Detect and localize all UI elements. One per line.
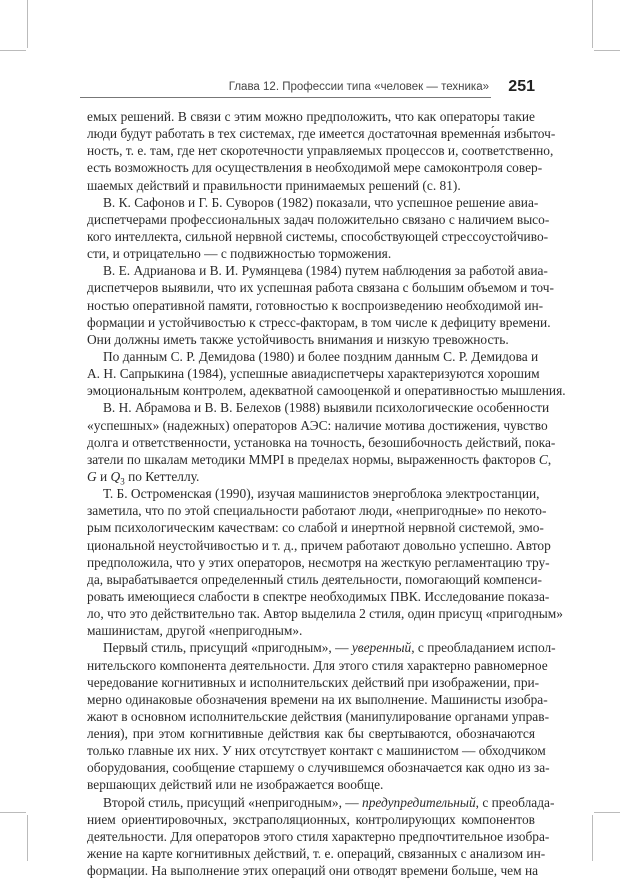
text-line bbox=[87, 742, 546, 759]
text-line bbox=[87, 725, 535, 742]
text-line bbox=[87, 657, 548, 674]
text-segment: «успешных» (надежных) операторов АЭС: наличие мотива достижения, чувство bbox=[87, 417, 548, 433]
running-header bbox=[80, 78, 535, 98]
text-line bbox=[87, 451, 552, 468]
text-segment: А. Н. Сапрыкина (1984), успешные авиадиспетчеры характеризуются хорошим bbox=[87, 366, 540, 382]
page-number: 251 bbox=[508, 78, 535, 95]
text-segment: , с преоблада- bbox=[475, 794, 555, 810]
text-line bbox=[87, 108, 535, 125]
text-line bbox=[87, 708, 550, 725]
chapter-title: Глава 12. Профессии типа «человек — техника» bbox=[228, 81, 489, 93]
text-segment: эмоциональным контролем, адекватной самооценкой и оперативностью мышления. bbox=[87, 383, 566, 399]
text-segment: циональной неустойчивостью и т. д., причем работают довольно успешно. Автор bbox=[87, 537, 551, 553]
text-segment: по Кеттеллу. bbox=[124, 468, 200, 484]
text-segment: ровать имеющиеся слабости в спектре необходимых ПВК. Исследование показа- bbox=[87, 588, 550, 604]
text-segment: затели по шкалам методики MMPI в пределах нормы, выраженность факторов bbox=[87, 451, 539, 467]
text-segment: ления), при этом когнитивные действия как бы свертываются, обозначаются bbox=[87, 726, 535, 742]
text-line bbox=[87, 399, 550, 416]
text-line bbox=[87, 382, 566, 399]
text-segment: сти, и отрицательно — с подвижностью торможения. bbox=[87, 246, 392, 262]
text-segment: да, вырабатывается определенный стиль деятельности, помогающий компенси- bbox=[87, 571, 542, 587]
text-segment: жают в основном исполнительские действия (манипулирование органами управ- bbox=[87, 708, 550, 724]
text-line bbox=[87, 622, 535, 639]
crop-mark bbox=[27, 815, 28, 861]
text-line bbox=[87, 794, 555, 811]
italic-text: предупредительный bbox=[362, 794, 476, 810]
text-segment: машинистам, другой «непригодным». bbox=[87, 623, 303, 639]
text-segment: нительского компонента деятельности. Для этого стиля характерно равномерное bbox=[87, 657, 548, 673]
text-line bbox=[87, 571, 542, 588]
text-line bbox=[87, 177, 535, 194]
text-line bbox=[87, 348, 539, 365]
text-line bbox=[87, 811, 535, 828]
text-segment: оборудования, сообщение старшему о случившемся обозначается как одно из за- bbox=[87, 760, 550, 776]
text-segment: заметила, что по этой специальности работают люди, «непригодные» по некото- bbox=[87, 503, 547, 519]
text-segment: только главные их них. У них отсутствует контакт с машинистом — обходчиком bbox=[87, 743, 546, 759]
text-line bbox=[87, 434, 556, 451]
text-line bbox=[87, 691, 548, 708]
text-segment: , с преобладанием испол- bbox=[411, 640, 556, 656]
text-segment: жение на карте когнитивных действий, т. е. операций, связанных с анализом ин- bbox=[87, 846, 546, 862]
text-segment: формации. На выполнение этих операций они отводят времени больше, чем на bbox=[87, 863, 539, 879]
text-line bbox=[87, 639, 556, 656]
text-line bbox=[87, 554, 550, 571]
text-segment: Т. Б. Остроменская (1990), изучая машинистов энергоблока электростанции, bbox=[103, 486, 540, 502]
italic-text: G bbox=[87, 468, 97, 484]
text-segment: деятельности. Для операторов этого стиля характерно предпочтительное изобра- bbox=[87, 828, 550, 844]
text-line bbox=[87, 279, 554, 296]
text-segment: , bbox=[547, 451, 552, 467]
text-line bbox=[87, 211, 550, 228]
text-line bbox=[87, 485, 540, 502]
text-segment: долга и ответственности, установка на точность, безошибочность действий, пока- bbox=[87, 434, 556, 450]
text-line bbox=[87, 759, 550, 776]
crop-mark bbox=[592, 815, 593, 861]
text-line bbox=[87, 228, 549, 245]
text-segment: В. К. Сафонов и Г. Б. Суворов (1982) показали, что успешное решение авиа- bbox=[103, 194, 539, 210]
text-line bbox=[87, 828, 550, 845]
text-segment: Первый стиль, присущий «пригодным», — bbox=[103, 640, 352, 656]
text-segment: есть возможность для осуществления в необходимой мере самоконтроля совер- bbox=[87, 160, 543, 176]
crop-mark bbox=[0, 50, 26, 51]
text-line bbox=[87, 159, 543, 176]
text-segment: Они должны иметь также устойчивость внимания и низкую тревожность. bbox=[87, 331, 509, 347]
text-segment: ностью оперативной памяти, готовностью к воспроизведению необходимой ин- bbox=[87, 297, 544, 313]
text-segment: ло, что это действительно так. Автор выделила 2 стиля, один присущ «пригодным» bbox=[87, 606, 563, 622]
italic-text: Q bbox=[110, 468, 121, 484]
text-segment: диспетчеров выявили, что их успешная работа связана с большим объемом и точ- bbox=[87, 280, 554, 296]
text-line bbox=[87, 417, 548, 434]
text-segment: В. Е. Адрианова и В. И. Румянцева (1984) путем наблюдения за работой авиа- bbox=[103, 263, 548, 279]
text-segment: ность, т. е. там, где нет скоротечности управляемых процессов и, соответственно, bbox=[87, 143, 554, 159]
italic-text: уверенный bbox=[351, 640, 412, 656]
text-line bbox=[87, 245, 535, 262]
text-line bbox=[87, 776, 535, 793]
text-segment: формации и устойчивостью к стресс-факторам, в том числе к дефициту времени. bbox=[87, 314, 551, 330]
text-line bbox=[87, 297, 544, 314]
text-segment: Второй стиль, присущий «непригодным», — bbox=[103, 794, 363, 810]
text-line bbox=[87, 588, 550, 605]
crop-mark bbox=[594, 50, 620, 51]
text-line bbox=[87, 537, 551, 554]
text-line bbox=[87, 468, 535, 485]
text-line bbox=[87, 519, 544, 536]
text-segment: вершающих действий или не изображается вообще. bbox=[87, 777, 384, 793]
text-line bbox=[87, 194, 539, 211]
text-line bbox=[87, 674, 540, 691]
crop-mark bbox=[0, 812, 26, 813]
text-segment: чередование когнитивных и исполнительских действий при изображении, при- bbox=[87, 674, 540, 690]
text-line bbox=[87, 314, 551, 331]
text-segment: кого интеллекта, сильной нервной системы, способствующей стрессоустойчиво- bbox=[87, 228, 549, 244]
text-segment: мерно одинаковые обозначения времени на их выполнение. Машинисты изобра- bbox=[87, 691, 548, 707]
body-text bbox=[87, 108, 566, 879]
text-segment: и bbox=[96, 468, 111, 484]
italic-text: C bbox=[538, 451, 548, 467]
crop-mark bbox=[592, 0, 593, 48]
text-line bbox=[87, 125, 556, 142]
text-segment: 3 bbox=[120, 476, 125, 487]
crop-mark bbox=[27, 0, 28, 48]
text-segment: диспетчерами профессиональных задач положительно связано с наличием высо- bbox=[87, 211, 550, 227]
text-line bbox=[87, 605, 563, 622]
text-line bbox=[87, 502, 547, 519]
text-segment: В. Н. Абрамова и В. В. Белехов (1988) выявили психологические особенности bbox=[103, 400, 550, 416]
text-segment: емых решений. В связи с этим можно предположить, что как операторы такие bbox=[87, 109, 535, 124]
text-segment: шаемых действий и правильности принимаемых решений (с. 81). bbox=[87, 177, 461, 193]
text-line bbox=[87, 365, 540, 382]
text-line bbox=[87, 862, 539, 879]
text-segment: нием ориентировочных, экстраполяционных, контролирующих компонентов bbox=[87, 811, 535, 827]
crop-mark bbox=[594, 812, 620, 813]
text-line bbox=[87, 845, 546, 862]
text-segment: люди будут работать в тех системах, где имеется достаточная временна́я избыточ- bbox=[87, 126, 556, 142]
text-segment: предположила, что у этих операторов, несмотря на жесткую регламентацию тру- bbox=[87, 554, 550, 570]
text-segment: По данным С. Р. Демидова (1980) и более поздним данным С. Р. Демидова и bbox=[103, 348, 539, 364]
text-line bbox=[87, 142, 554, 159]
text-segment: рым психологическим качествам: со слабой и инертной нервной системой, эмо- bbox=[87, 520, 544, 536]
header-rule bbox=[80, 97, 491, 98]
text-line bbox=[87, 331, 535, 348]
text-line bbox=[87, 262, 548, 279]
